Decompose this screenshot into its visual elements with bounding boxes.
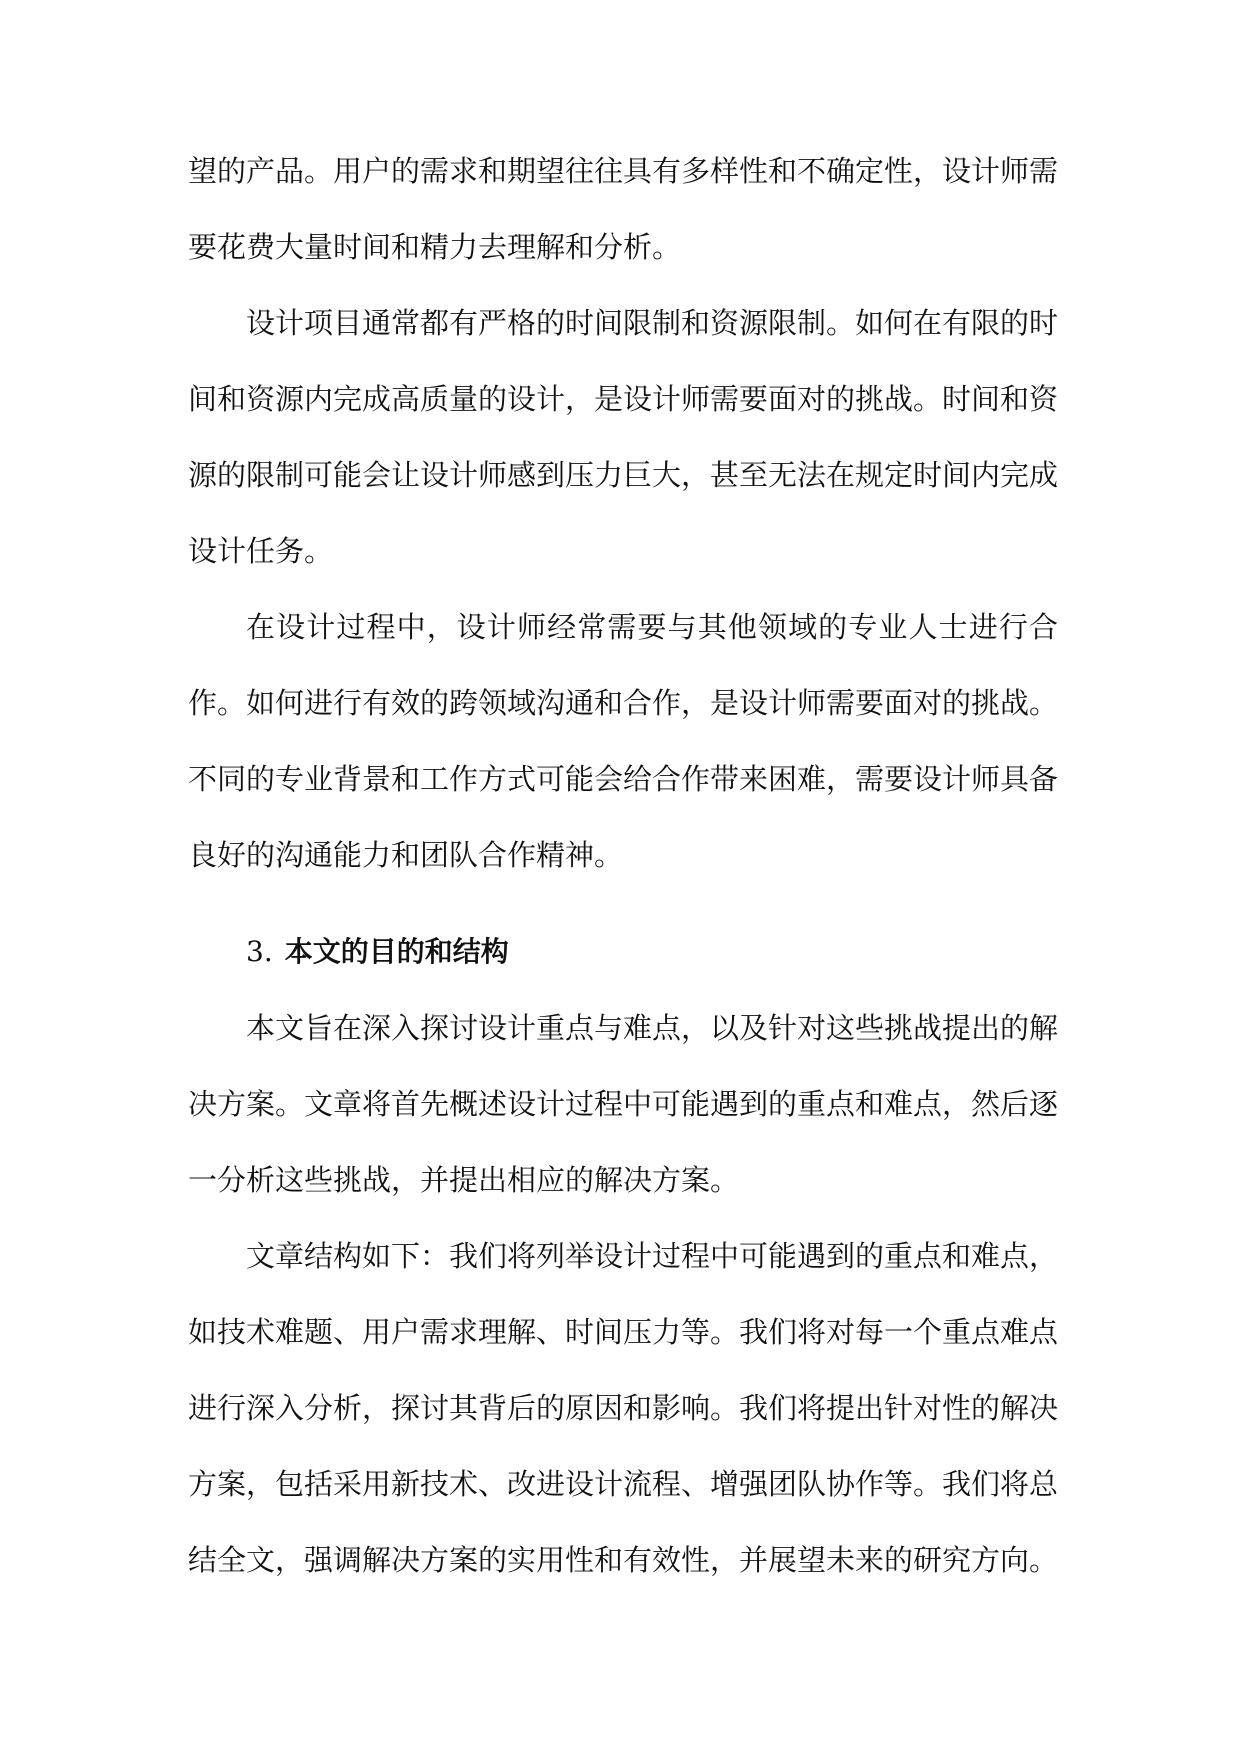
- paragraph-cross-domain-collaboration: 在设计过程中，设计师经常需要与其他领域的专业人士进行合作。如何进行有效的跨领域沟通和合作，是设计师需要面对的挑战。不同的专业背景和工作方式可能会给合作带来困难，需要设计师具备良好的沟通能力和团队合作精神。: [188, 610, 1059, 872]
- section-heading: [188, 914, 1058, 990]
- paragraph-purpose: 本文旨在深入探讨设计重点与难点，以及针对这些挑战提出的解决方案。文章将首先概述设计过程中可能遇到的重点和难点，然后逐一分析这些挑战，并提出相应的解决方案。: [188, 1011, 1059, 1197]
- page-content: [188, 133, 1058, 1598]
- section-title: 本文的目的和结构: [284, 935, 509, 968]
- section-number: 3.: [246, 935, 273, 968]
- paragraph-structure: 文章结构如下：我们将列举设计过程中可能遇到的重点和难点，如技术难题、用户需求理解、时间压力等。我们将对每一个重点难点进行深入分析，探讨其背后的原因和影响。我们将提出针对性的解决方案，包括采用新技术、改进设计流程、增强团队协作等。我们将总结全文，强调解决方案的实用性和有效性，并展望未来的研究方向。: [188, 1239, 1059, 1577]
- paragraph-time-resource-limits: 设计项目通常都有严格的时间限制和资源限制。如何在有限的时间和资源内完成高质量的设计，是设计师需要面对的挑战。时间和资源的限制可能会让设计师感到压力巨大，甚至无法在规定时间内完成设计任务。: [188, 306, 1059, 568]
- paragraph-user-needs-continued: 望的产品。用户的需求和期望往往具有多样性和不确定性，设计师需要花费大量时间和精力去理解和分析。: [188, 154, 1059, 264]
